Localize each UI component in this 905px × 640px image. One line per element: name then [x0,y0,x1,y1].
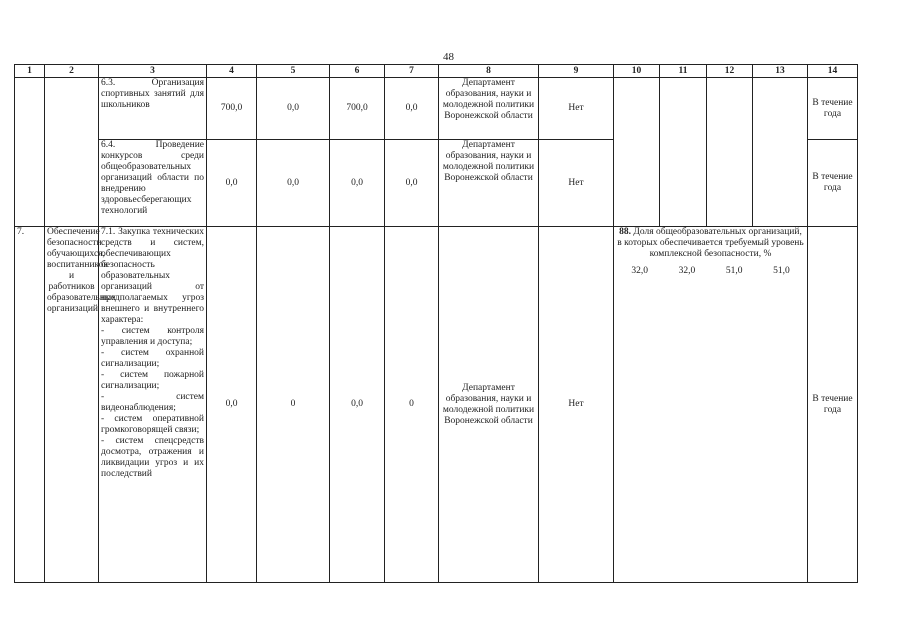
value-cell: 0,0 [385,140,439,227]
col-header: 11 [660,65,707,78]
indicator-heading [616,227,805,260]
table-row [15,227,858,583]
col-header: 14 [808,65,858,78]
table-cell [753,78,808,227]
term-cell: В течение года [808,78,858,140]
col-header: 2 [45,65,99,78]
indicator-text: Доля общеобразовательных организаций, в которых обеспечивается требуемый уровень комплексной безопасности, % [617,227,804,259]
value-cell: Нет [539,140,614,227]
col-header: 9 [539,65,614,78]
indicator-value: 51,0 [725,266,743,276]
activity-cell: 6.3. Организация спортивных занятий для школьников [99,78,207,140]
indicator-value: 32,0 [678,266,696,276]
responsible-cell: Департамент образования, науки и молодежной политики Воронежской области [439,227,539,583]
responsible-cell: Департамент образования, науки и молодежной политики Воронежской области [439,140,539,227]
value-cell: 0,0 [257,140,330,227]
value-cell: 0,0 [207,227,257,583]
value-cell: 700,0 [330,78,385,140]
col-header: 5 [257,65,330,78]
col-header: 7 [385,65,439,78]
col-header: 1 [15,65,45,78]
responsible-cell: Департамент образования, науки и молодежной политики Воронежской области [439,78,539,140]
table-cell [45,78,99,227]
col-header: 12 [707,65,753,78]
activity-cell: 7.1. Закупка технических средств и систем, обеспечивающих безопасность образовательных организаций от предполагаемых угроз внешнего и внутреннего характера: - систем контроля управления и доступа; - систем охранной сигнализации; - систем пожарной сигнализации; - систем видеонаблюдения; - систем оперативной громкоговорящей связи; - систем спецсредств досмотра, отражения и ликвидации угроз и их последствий [99,227,207,583]
value-cell: 700,0 [207,78,257,140]
value-cell: 0 [385,227,439,583]
value-cell: 0,0 [207,140,257,227]
row-number-cell: 7. [15,227,45,583]
table-cell [614,78,660,227]
value-cell: 0,0 [257,78,330,140]
value-cell: 0,0 [330,227,385,583]
page-number: 48 [443,51,454,63]
table-cell [707,78,753,227]
col-header: 6 [330,65,385,78]
col-header: 8 [439,65,539,78]
term-cell: В течение года [808,227,858,583]
header-row [15,65,858,78]
col-header: 4 [207,65,257,78]
table-cell [660,78,707,227]
indicator-value: 32,0 [631,266,648,276]
term-cell: В течение года [808,140,858,227]
indicator-cell [614,227,808,583]
activity-cell: 6.4. Проведение конкурсов среди общеобразовательных организаций области по внедрению здоровьесберегающих технологий [99,140,207,227]
col-header: 3 [99,65,207,78]
indicator-value: 51,0 [773,266,790,276]
program-table [14,64,858,583]
task-cell: Обеспечение безопасности обучающихся, воспитанников и работников образовательных организаций [45,227,99,583]
indicator-number: 88. [619,227,632,237]
table-row [15,78,858,140]
value-cell: Нет [539,78,614,140]
indicator-values [616,266,805,277]
col-header: 13 [753,65,808,78]
value-cell: 0,0 [385,78,439,140]
table-cell [15,78,45,227]
value-cell: Нет [539,227,614,583]
value-cell: 0 [257,227,330,583]
col-header: 10 [614,65,660,78]
value-cell: 0,0 [330,140,385,227]
